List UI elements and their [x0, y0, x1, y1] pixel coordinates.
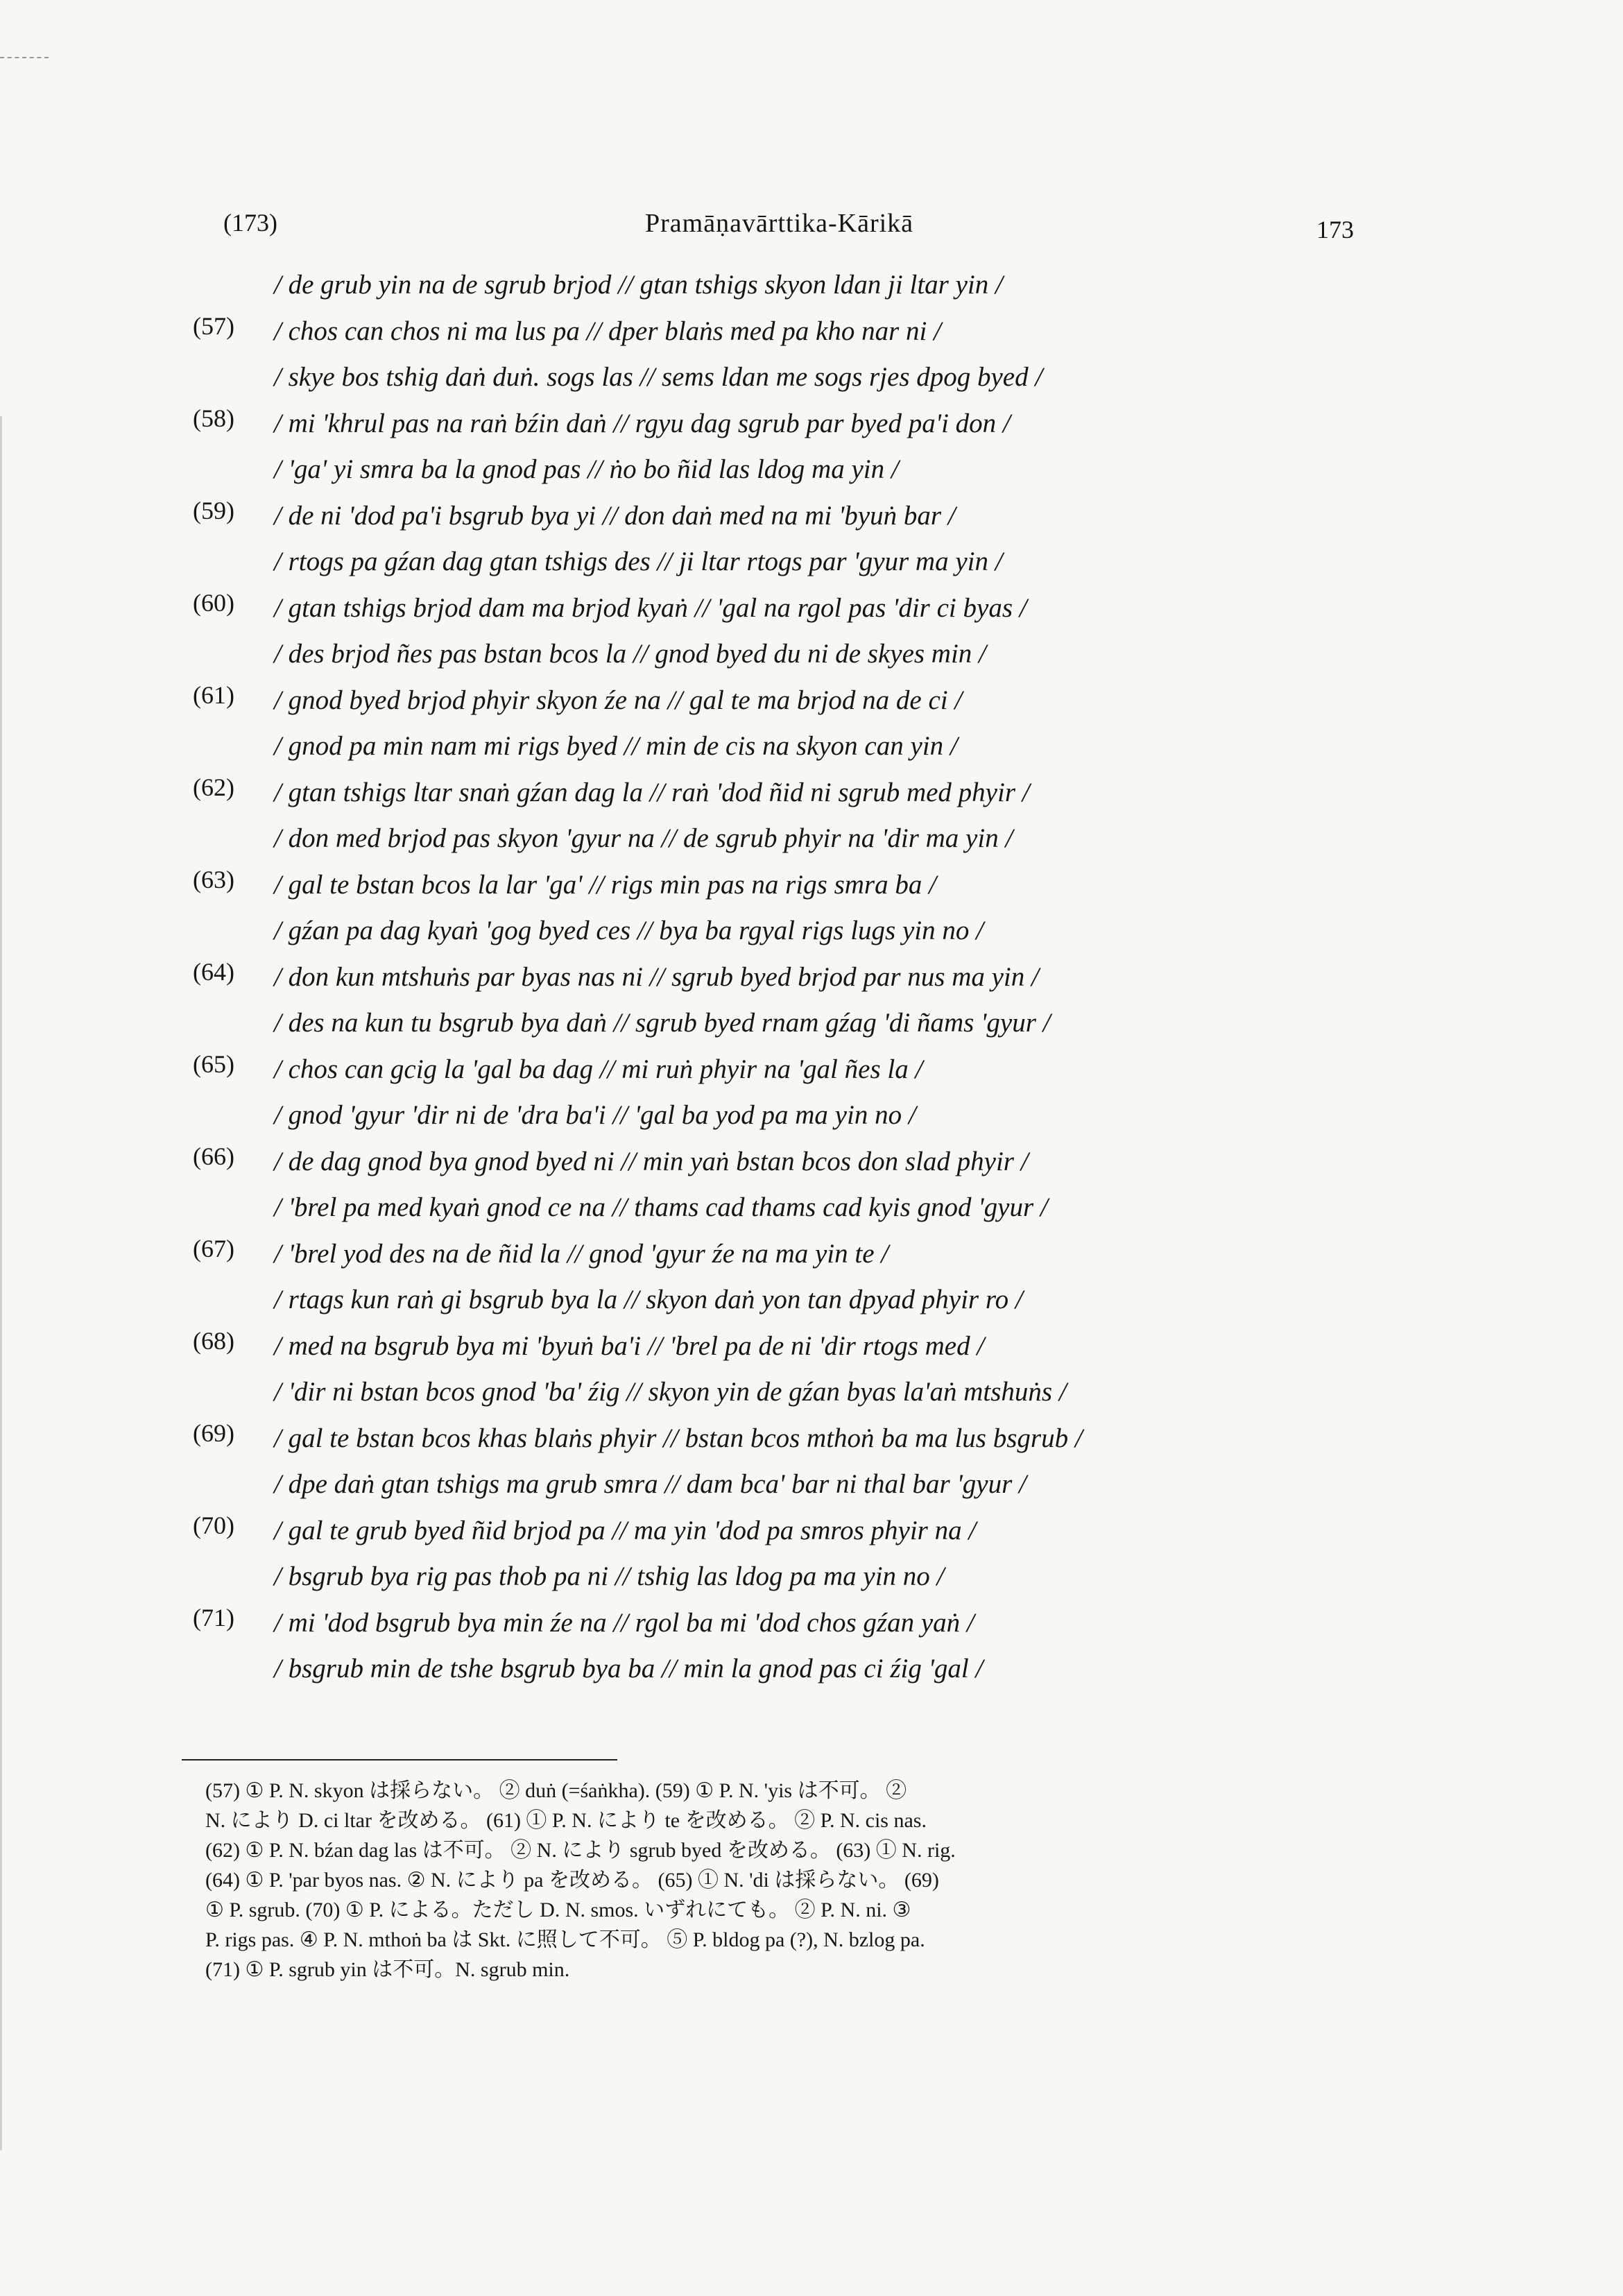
verse-line-text: / 'dir ni bstan bcos gnod 'ba' źig // skyon yin de gźan byas la'aṅ mtshuṅs / — [274, 1377, 1067, 1407]
verse-line-text: / gal te grub byed ñid brjod pa // ma yin 'dod pa smros phyir na / — [274, 1515, 977, 1545]
footnote-rule — [182, 1759, 617, 1760]
page-number-left: (173) — [223, 209, 277, 237]
verse-line — [0, 401, 1623, 447]
verse-line — [0, 631, 1623, 678]
verse-line — [0, 1139, 1623, 1185]
verse-line-text: / de ni 'dod pa'i bsgrub bya yi // don daṅ med na mi 'byuṅ bar / — [274, 500, 956, 531]
scan-mark — [0, 57, 49, 58]
verse-number: (64) — [193, 957, 234, 986]
verse-line-text: / gnod 'gyur 'dir ni de 'dra ba'i // 'gal ba yod pa ma yin no / — [274, 1100, 916, 1130]
verse-line — [0, 723, 1623, 770]
page-number-right: 173 — [1316, 216, 1354, 243]
footnote-line: (57) ① P. N. skyon は採らない。 ② duṅ (=śaṅkha). (59) ① P. N. 'yis は不可。 ② — [205, 1779, 907, 1802]
verse-line — [0, 1600, 1623, 1647]
verse-number: (61) — [193, 680, 234, 709]
verse-line — [0, 1323, 1623, 1370]
verse-number: (63) — [193, 865, 234, 893]
verse-line-text: / 'ga' yi smra ba la gnod pas // ṅo bo ñid las ldog ma yin / — [274, 454, 899, 484]
verse-line — [0, 678, 1623, 724]
verse-number: (69) — [193, 1419, 234, 1447]
running-title: Pramāṇavārttika-Kārikā — [645, 209, 914, 238]
verse-line-text: / gtan tshigs brjod dam ma brjod kyaṅ // 'gal na rgol pas 'dir ci byas / — [274, 592, 1027, 623]
verse-line-text: / chos can chos ni ma lus pa // dper blaṅs med pa kho nar ni / — [274, 316, 941, 346]
verse-line-text: / gnod pa min nam mi rigs byed // min de cis na skyon can yin / — [274, 731, 958, 761]
verse-line-text: / gal te bstan bcos la lar 'ga' // rigs min pas na rigs smra ba / — [274, 869, 936, 900]
footnote-line: N. により D. ci ltar を改める。 (61) ① P. N. により te を改める。 ② P. N. cis nas. — [205, 1809, 927, 1832]
footnote-line: (62) ① P. N. bźan dag las は不可。 ② N. により sgrub byed を改める。 (63) ① N. rig. — [205, 1839, 956, 1862]
verse-number: (62) — [193, 773, 234, 801]
verse-line-text: / rtags kun raṅ gi bsgrub bya la // skyon daṅ yon tan dpyad phyir ro / — [274, 1285, 1023, 1314]
verse-text — [0, 262, 1623, 1693]
verse-number: (59) — [193, 496, 234, 524]
footnote-line: P. rigs pas. ④ P. N. mthoṅ ba は Skt. に照して不可。 ⑤ P. bldog pa (?), N. bzlog pa. — [205, 1928, 925, 1951]
verse-line-text: / 'brel yod des na de ñid la // gnod 'gyur źe na ma yin te / — [274, 1238, 889, 1269]
verse-line — [0, 816, 1623, 862]
verse-number: (68) — [193, 1326, 234, 1355]
verse-line — [0, 770, 1623, 816]
page-header — [0, 208, 1623, 250]
verse-line-text: / rtogs pa gźan dag gtan tshigs des // ji ltar rtogs par 'gyur ma yin / — [274, 547, 1003, 576]
footnote-line: ① P. sgrub. (70) ① P. による。ただし D. N. smos. いずれにても。 ② P. N. ni. ③ — [205, 1899, 911, 1921]
verse-line — [0, 954, 1623, 1001]
verse-line-text: / dpe daṅ gtan tshigs ma grub smra // dam bca' bar ni thal bar 'gyur / — [274, 1469, 1027, 1499]
verse-line — [0, 354, 1623, 401]
verse-line-text: / gtan tshigs ltar snaṅ gźan dag la // raṅ 'dod ñid ni sgrub med phyir / — [274, 777, 1030, 807]
verse-line-text: / mi 'dod bsgrub bya min źe na // rgol ba mi 'dod chos gźan yaṅ / — [274, 1607, 974, 1638]
verse-line-text: / skye bos tshig daṅ duṅ. sogs las // sems ldan me sogs rjes dpog byed / — [274, 362, 1043, 392]
verse-number: (58) — [193, 404, 234, 432]
verse-line — [0, 908, 1623, 954]
verse-line — [0, 1554, 1623, 1600]
verse-line — [0, 1185, 1623, 1231]
verse-number: (70) — [193, 1511, 234, 1539]
verse-line-text: / don kun mtshuṅs par byas nas ni // sgrub byed brjod par nus ma yin / — [274, 961, 1039, 992]
verse-line — [0, 262, 1623, 309]
verse-line — [0, 493, 1623, 540]
verse-line-text: / gnod byed brjod phyir skyon źe na // gal te ma brjod na de ci / — [274, 685, 963, 715]
verse-line-text: / bsgrub min de tshe bsgrub bya ba // min la gnod pas ci źig 'gal / — [274, 1654, 984, 1684]
verse-line-text: / des brjod ñes pas bstan bcos la // gnod byed du ni de skyes min / — [274, 639, 986, 669]
verse-line — [0, 1093, 1623, 1139]
verse-line-text: / bsgrub bya rig pas thob pa ni // tshig las ldog pa ma yin no / — [274, 1561, 945, 1591]
verse-number: (66) — [193, 1142, 234, 1170]
footnotes — [205, 1776, 1384, 1985]
verse-line — [0, 585, 1623, 632]
verse-line — [0, 1369, 1623, 1416]
verse-line-text: / don med brjod pas skyon 'gyur na // de sgrub phyir na 'dir ma yin / — [274, 823, 1013, 853]
verse-line — [0, 1462, 1623, 1508]
verse-line-text: / med na bsgrub bya mi 'byuṅ ba'i // 'brel pa de ni 'dir rtogs med / — [274, 1330, 985, 1361]
verse-line-text: / mi 'khrul pas na raṅ bźin daṅ // rgyu dag sgrub par byed pa'i don / — [274, 408, 1011, 438]
verse-number: (65) — [193, 1050, 234, 1078]
verse-line — [0, 1646, 1623, 1693]
verse-line — [0, 539, 1623, 585]
verse-line — [0, 447, 1623, 493]
verse-line-text: / de grub yin na de sgrub brjod // gtan tshigs skyon ldan ji ltar yin / — [274, 270, 1003, 300]
verse-number: (67) — [193, 1234, 234, 1262]
verse-number: (71) — [193, 1603, 234, 1631]
footnote-line: (64) ① P. 'par byos nas. ② N. により pa を改める。 (65) ① N. 'di は採らない。 (69) — [205, 1869, 939, 1892]
verse-line — [0, 309, 1623, 355]
verse-number: (57) — [193, 311, 234, 340]
verse-line-text: / des na kun tu bsgrub bya daṅ // sgrub byed rnam gźag 'di ñams 'gyur / — [274, 1008, 1051, 1038]
verse-line — [0, 1277, 1623, 1323]
verse-line — [0, 1416, 1623, 1462]
verse-line — [0, 1047, 1623, 1093]
footnote-line: (71) ① P. sgrub yin は不可。N. sgrub min. — [205, 1958, 570, 1981]
verse-line — [0, 1000, 1623, 1047]
verse-line-text: / gźan pa dag kyaṅ 'gog byed ces // bya ba rgyal rigs lugs yin no / — [274, 916, 984, 945]
verse-line-text: / 'brel pa med kyaṅ gnod ce na // thams cad thams cad kyis gnod 'gyur / — [274, 1192, 1048, 1222]
verse-line-text: / gal te bstan bcos khas blaṅs phyir // bstan bcos mthoṅ ba ma lus bsgrub / — [274, 1423, 1083, 1453]
verse-line — [0, 1508, 1623, 1554]
verse-line — [0, 862, 1623, 909]
verse-line-text: / chos can gcig la 'gal ba dag // mi ruṅ phyir na 'gal ñes la / — [274, 1054, 923, 1084]
verse-line-text: / de dag gnod bya gnod byed ni // min yaṅ bstan bcos don slad phyir / — [274, 1146, 1029, 1176]
verse-line — [0, 1231, 1623, 1278]
verse-number: (60) — [193, 588, 234, 617]
